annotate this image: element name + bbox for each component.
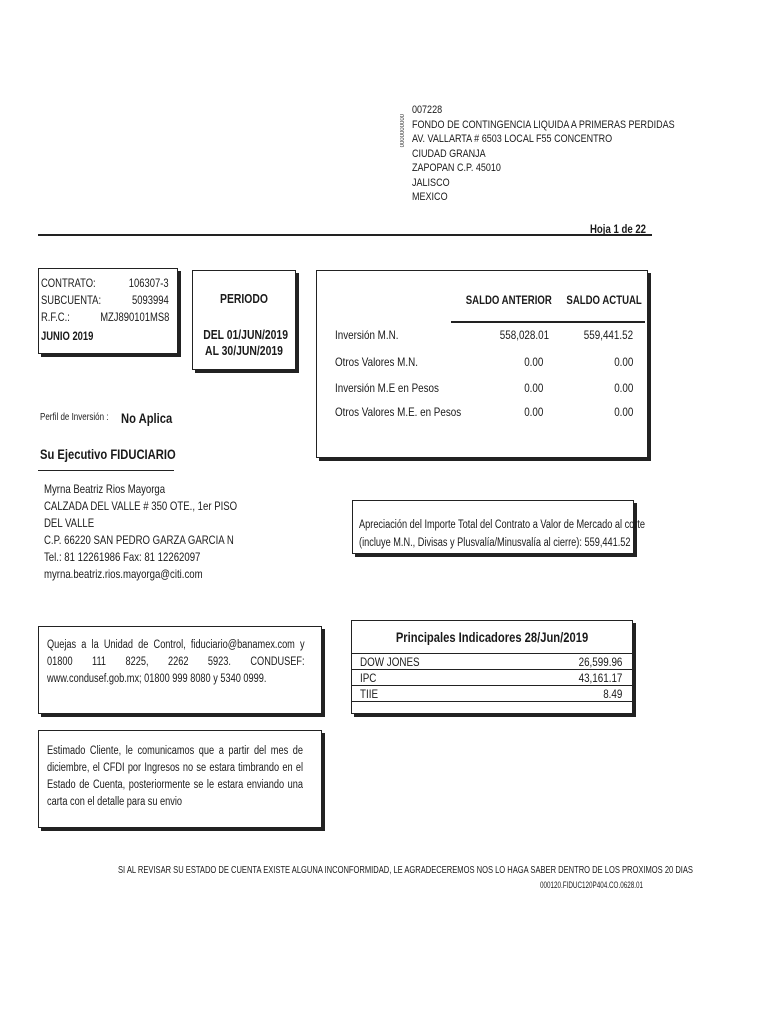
balance-actual: 0.00 [613,355,633,369]
market-value-box [352,500,646,554]
footer-notice: SI AL REVISAR SU ESTADO DE CUENTA EXISTE ALGUNA INCONFORMIDAD, LE AGRADECEREMOS NOS LO HAGA SABER DENTRO DE LOS PROXIMOS 20 DIAS [118,864,693,876]
balance-row-label: Inversión M.E en Pesos [335,381,439,395]
periodo-end: AL 30/JUN/2019 [205,343,283,358]
rfc-value: MZJ890101MS8 [99,312,169,324]
market-value-text [359,516,645,552]
client-notice-box [38,730,322,828]
complaints-box [38,626,322,714]
indicator-row [352,685,632,702]
address-line: ZAPOPAN C.P. 45010 [412,162,501,174]
indicators-box [351,620,633,714]
balance-anterior: 0.00 [523,355,543,369]
address-line: CIUDAD GRANJA [412,147,486,160]
page-number: Hoja 1 de 22 [590,222,647,236]
balance-row-label: Otros Valores M.N. [335,355,418,369]
indicator-value: 8.49 [602,687,622,701]
address-line: FONDO DE CONTINGENCIA LIQUIDA A PRIMERAS PERDIDAS [412,118,675,131]
executive-address: CALZADA DEL VALLE # 350 OTE., 1er PISO [44,499,238,513]
executive-address: C.P. 66220 SAN PEDRO GARZA GARCIA N [44,533,234,547]
indicator-name: TIIE [360,687,379,701]
address-line: JALISCO [412,176,450,189]
periodo-title: PERIODO [220,291,268,306]
balances-box [316,270,648,458]
document-reference: 000120.FIDUC120P404.CO.0628.01 [540,880,643,890]
subcuenta-value: 5093994 [132,295,169,307]
address-line: MEXICO [412,191,448,203]
indicator-value: 26,599.96 [578,655,622,669]
complaints-text: Quejas a la Unidad de Control, fiduciario@banamex.com y 01800 111 8225, 2262 5923. CONDUSEF: www.condusef.gob.mx; 01800 999 8080 y 5340 0999. [47,639,305,685]
balance-actual: 559,441.52 [583,328,633,342]
market-value-line: Apreciación del Importe Total del Contrato a Valor de Mercado al corte [359,519,646,531]
indicator-row [352,653,632,669]
periodo-box [192,270,296,370]
client-notice-text: Estimado Cliente, le comunicamos que a partir del mes de diciembre, el CFDI por Ingresos no se estara timbrando en el Estado de Cuenta, posteriormente se le estara enviando una carta con el detalle para su envio [47,745,303,808]
indicator-name: IPC [360,671,377,685]
executive-title: Su Ejecutivo FIDUCIARIO [40,446,176,462]
statement-month: JUNIO 2019 [41,331,94,343]
executive-phone: Tel.: 81 12261986 Fax: 81 12262097 [44,550,201,564]
contract-info-box [38,268,178,354]
contrato-label: CONTRATO: [41,278,96,290]
indicator-row [352,669,632,685]
saldo-actual-header: SALDO ACTUAL [566,293,642,307]
subcuenta-label: SUBCUENTA: [41,295,102,307]
indicator-value: 43,161.17 [578,671,622,685]
executive-name: Myrna Beatriz Rios Mayorga [44,482,166,496]
saldo-anterior-header: SALDO ANTERIOR [465,293,552,307]
rfc-label: R.F.C.: [41,312,70,324]
indicator-name: DOW JONES [360,655,420,669]
balance-anterior: 0.00 [523,381,543,395]
balances-header-rule [451,321,645,323]
balance-anterior: 558,028.01 [499,328,549,342]
market-value-line: (incluye M.N., Divisas y Plusvalía/Minusvalía al cierre): 559,441.52 [359,537,631,549]
periodo-start: DEL 01/JUN/2019 [203,327,288,342]
header-divider [38,234,652,236]
recipient-address [412,104,675,206]
executive-email: myrna.beatriz.rios.mayorga@citi.com [44,567,203,581]
balance-actual: 0.00 [613,381,633,395]
executive-divider [38,470,174,471]
balance-row-label: Otros Valores M.E. en Pesos [335,405,462,419]
executive-contact [44,482,237,584]
balance-actual: 0.00 [613,405,633,419]
indicators-title: Principales Indicadores 28/Jun/2019 [395,629,589,645]
balance-row-label: Inversión M.N. [335,328,399,342]
balance-anterior: 0.00 [523,405,543,419]
contrato-value: 106307-3 [129,278,169,290]
perfil-value: No Aplica [121,410,173,426]
vertical-code: 0000000000 [400,114,406,148]
address-line: 007228 [412,104,443,116]
perfil-label: Perfil de Inversión : [40,412,109,423]
address-line: AV. VALLARTA # 6503 LOCAL F55 CONCENTRO [412,133,613,145]
executive-address: DEL VALLE [44,516,95,530]
